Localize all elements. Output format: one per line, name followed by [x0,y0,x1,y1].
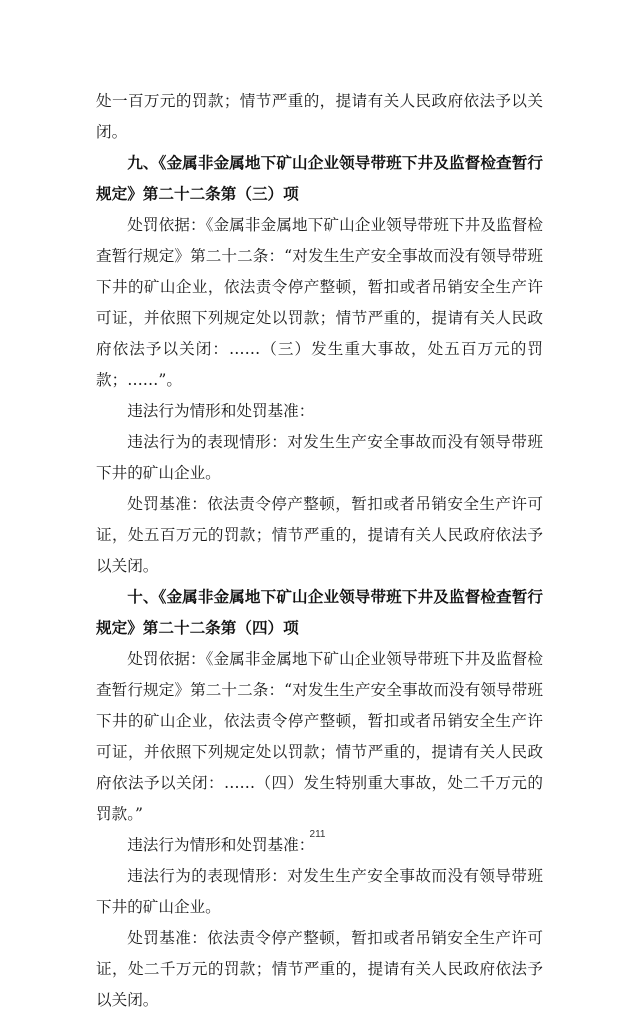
penalty-standard-paragraph: 处罚基准：依法责令停产整顿，暂扣或者吊销安全生产许可证，处二千万元的罚款；情节严重的，提请有关人民政府依法予以关闭。 [96,929,543,1009]
page-number: 211 [309,829,326,840]
violation-manifestation-paragraph: 违法行为的表现情形：对发生生产安全事故而没有领导带班下井的矿山企业。 [96,867,543,916]
violation-manifestation-paragraph: 违法行为的表现情形：对发生生产安全事故而没有领导带班下井的矿山企业。 [96,433,543,482]
section-heading-ten: 十、《金属非金属地下矿山企业领导带班下井及监督检查暂行规定》第二十二条第（四）项 [96,588,543,637]
violation-standard-label: 违法行为情形和处罚基准： [127,836,315,854]
section-heading-nine: 九、《金属非金属地下矿山企业领导带班下井及监督检查暂行规定》第二十二条第（三）项 [96,154,543,203]
penalty-basis-paragraph: 处罚依据：《金属非金属地下矿山企业领导带班下井及监督检查暂行规定》第二十二条：“对发生生产安全事故而没有领导带班下井的矿山企业，依法责令停产整顿，暂扣或者吊销安全生产许可证，并依照下列规定处以罚款；情节严重的，提请有关人民政府依法予以关闭：……（四）发生特别重大事故，处二千万元的罚款。” [96,650,543,823]
penalty-basis-paragraph: 处罚依据：《金属非金属地下矿山企业领导带班下井及监督检查暂行规定》第二十二条：“对发生生产安全事故而没有领导带班下井的矿山企业，依法责令停产整顿，暂扣或者吊销安全生产许可证，并依照下列规定处以罚款；情节严重的，提请有关人民政府依法予以关闭：……（三）发生重大事故，处五百万元的罚款；……”。 [96,216,543,389]
violation-standard-label: 违法行为情形和处罚基准： [127,402,315,420]
paragraph-continuation: 处一百万元的罚款；情节严重的，提请有关人民政府依法予以关闭。 [96,92,543,141]
penalty-standard-paragraph: 处罚基准：依法责令停产整顿，暂扣或者吊销安全生产许可证，处五百万元的罚款；情节严重的，提请有关人民政府依法予以关闭。 [96,495,543,575]
document-body [96,86,543,1016]
